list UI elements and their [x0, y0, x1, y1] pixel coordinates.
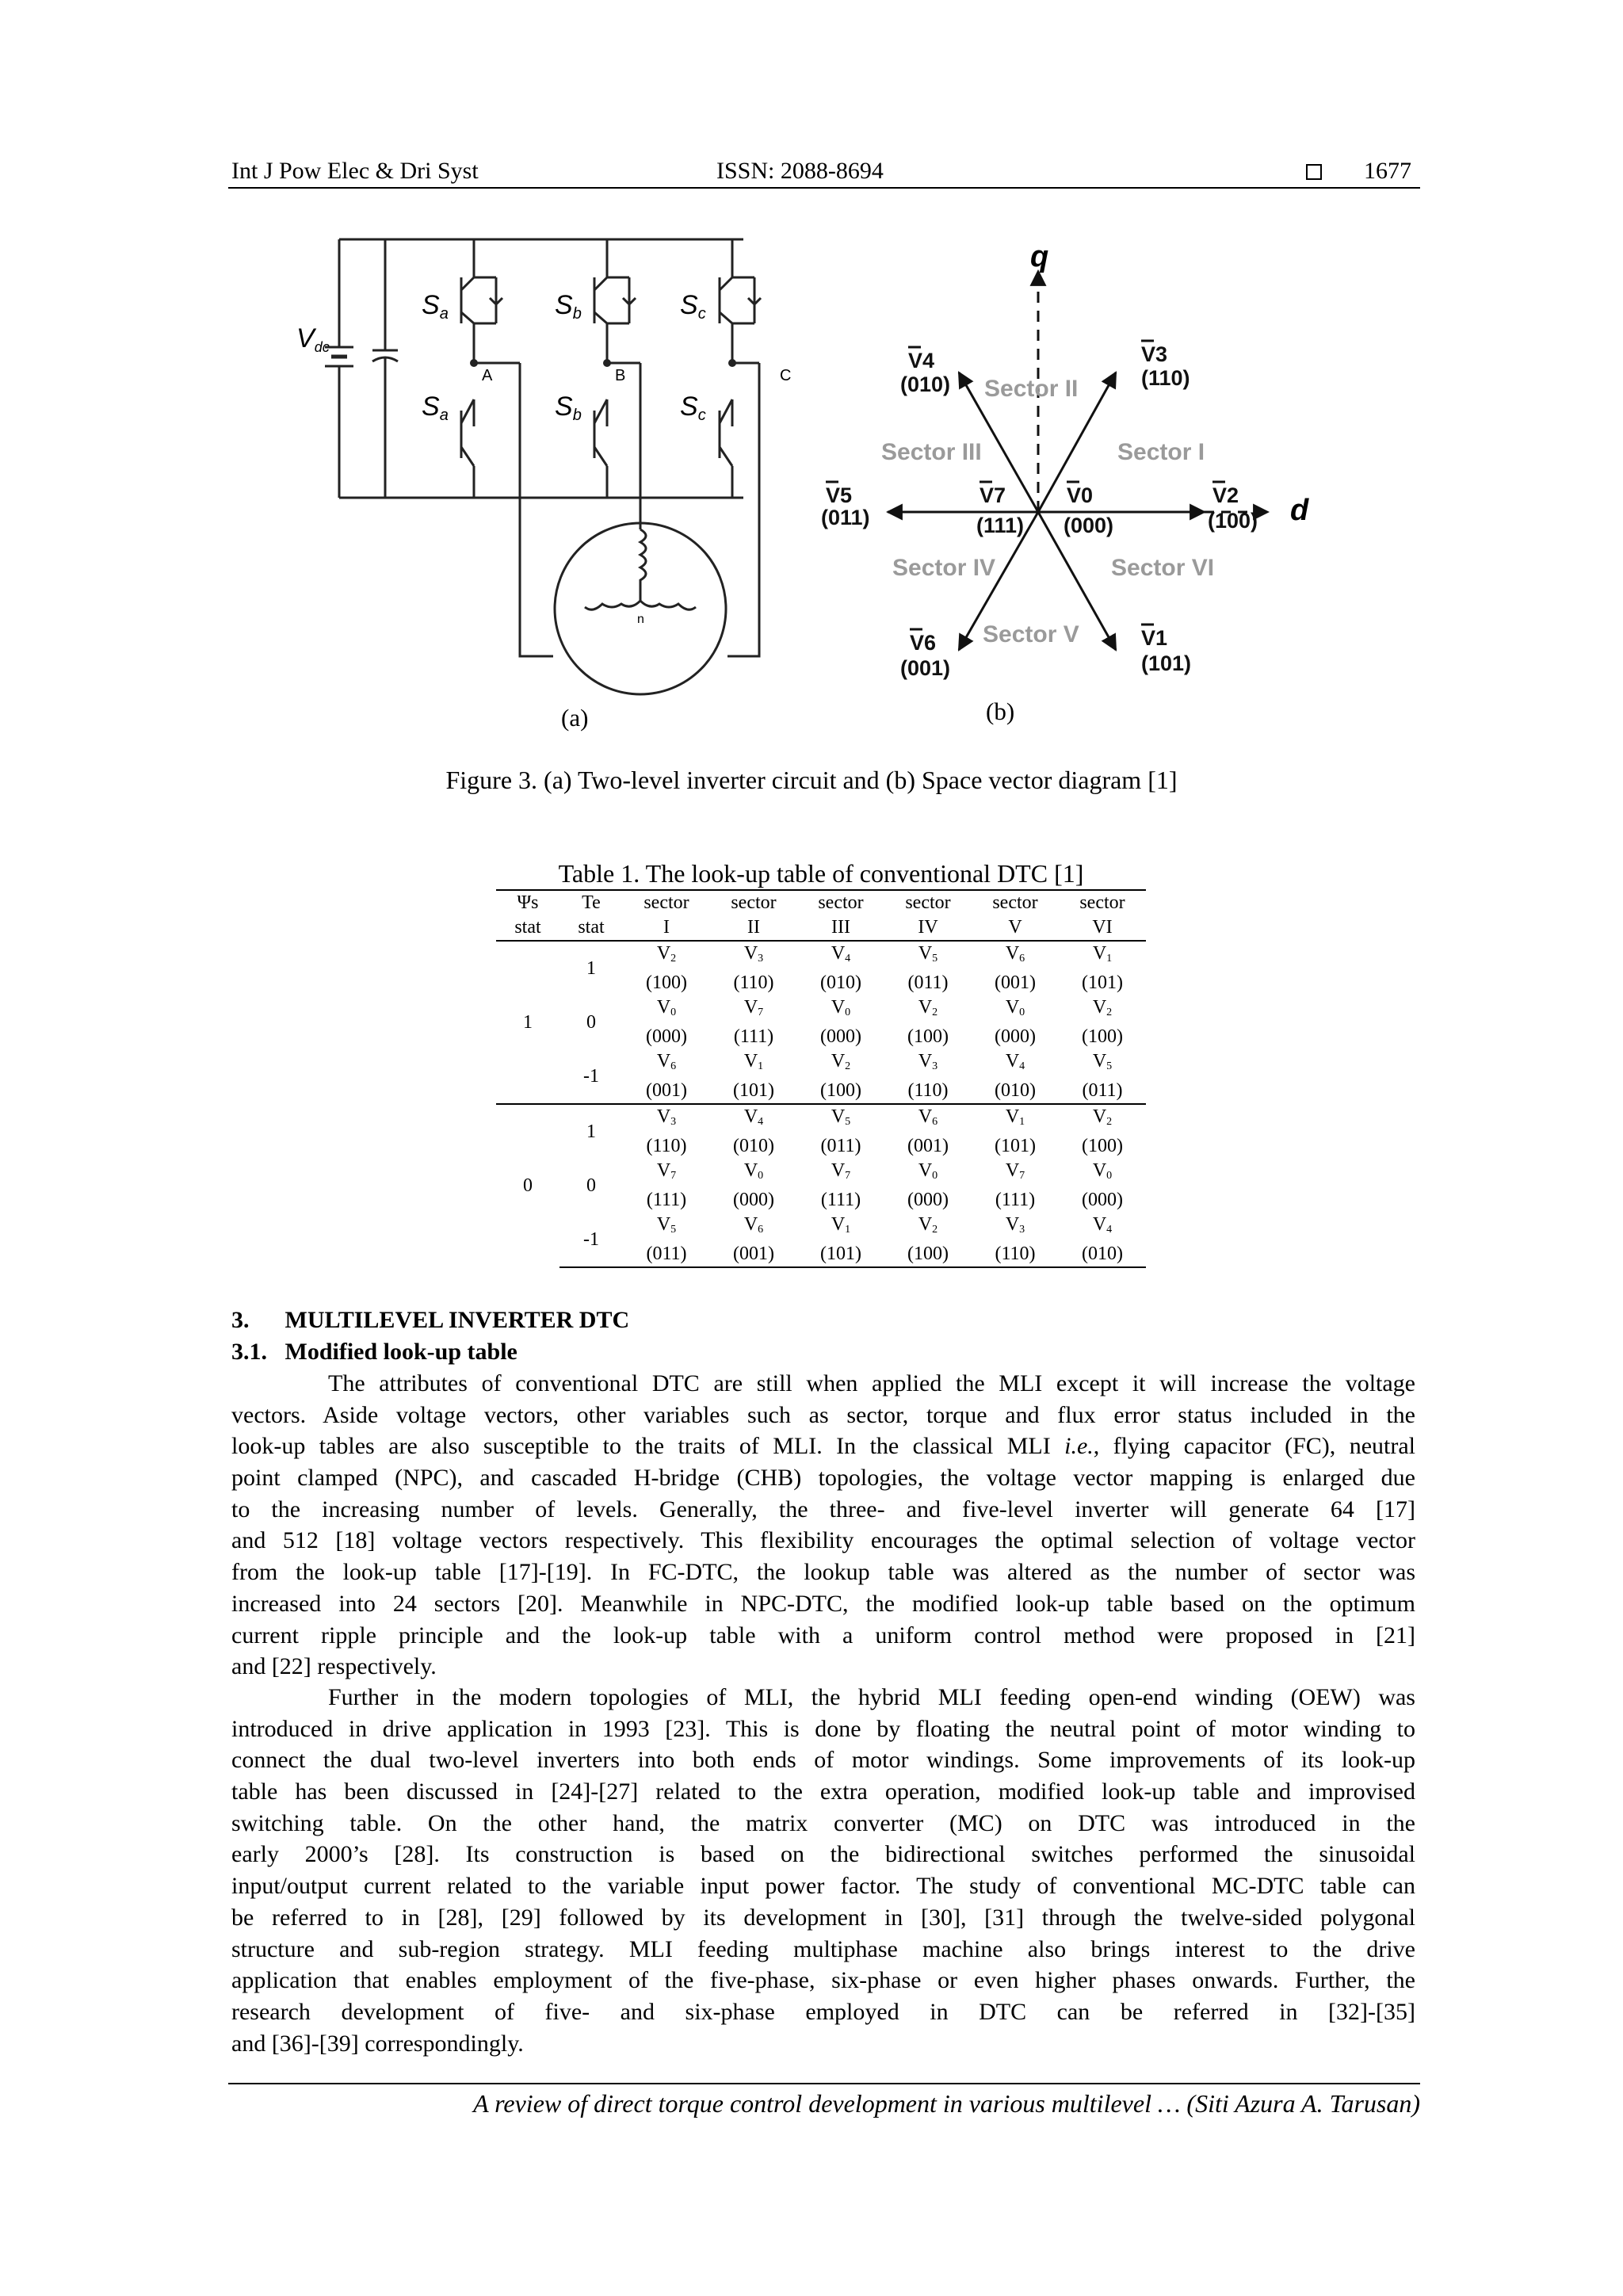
switch-state-code: (010): [820, 972, 861, 993]
vector-symbol: V: [656, 943, 671, 964]
vector-symbol: V: [743, 997, 758, 1018]
vector-index: 7: [1019, 1170, 1025, 1182]
vector-symbol: V: [656, 1051, 671, 1072]
footer-rule: [228, 2083, 1420, 2084]
vector-index: 2: [1106, 1007, 1113, 1018]
switch-state-code: (111): [733, 1026, 774, 1047]
paragraph-line: vectors. Aside voltage vectors, other variables such as sector, torque and flux error status included in the: [231, 1401, 1415, 1428]
table-row: [496, 1159, 1146, 1213]
sector-4-label: Sector IV: [892, 555, 996, 581]
sector-3-label: Sector III: [881, 439, 982, 465]
table-header-cell: sector: [710, 890, 797, 915]
te-status-cell: 0: [586, 1011, 596, 1033]
vector-symbol: V: [1005, 1214, 1020, 1235]
switch-state-code: (000): [1082, 1190, 1123, 1210]
table-header-cell: IV: [884, 915, 972, 941]
vector-index: 1: [758, 1060, 764, 1072]
italic-abbrev: i.e.: [1064, 1433, 1094, 1460]
page-indicator: [1306, 155, 1411, 187]
vector-symbol: V: [1005, 1106, 1020, 1127]
paragraph-line: and [36]-[39] correspondingly.: [231, 2030, 524, 2057]
vector-symbol: V: [656, 1214, 671, 1235]
switch-state-code: (010): [733, 1136, 774, 1156]
voltage-vector-cell: [884, 1213, 972, 1267]
voltage-vector-cell: [1059, 1213, 1146, 1267]
switch-state-code: (100): [907, 1026, 949, 1047]
vector-v5-name: V5: [826, 483, 853, 507]
paragraph-line: input/output current related to the variable input power factor. The study of conventional MC-DTC table can: [231, 1873, 1415, 1900]
switch-state-code: (101): [733, 1080, 774, 1101]
vector-symbol: V: [831, 1214, 846, 1235]
voltage-vector-cell: [623, 941, 710, 995]
voltage-vector-cell: [710, 995, 797, 1049]
space-vector-diagram: [821, 238, 1371, 697]
switch-state-code: (011): [1082, 1080, 1123, 1101]
table-row: [496, 1049, 1146, 1104]
voltage-vector-cell: [1059, 1159, 1146, 1213]
switch-state-code: (111): [995, 1190, 1036, 1210]
vector-index: 0: [758, 1170, 764, 1182]
vector-symbol: V: [656, 1160, 671, 1181]
vector-symbol: V: [1092, 1106, 1107, 1127]
vector-v2-name: V2: [1212, 483, 1239, 507]
switch-state-code: (011): [907, 972, 949, 993]
neutral-label: n: [637, 613, 644, 626]
switch-sb-top: Sb: [555, 290, 582, 323]
switch-state-code: (110): [995, 1244, 1036, 1264]
d-axis-label: d: [1290, 494, 1309, 527]
voltage-vector-cell: [1059, 995, 1146, 1049]
vector-symbol: V: [918, 1214, 933, 1235]
voltage-vector-cell: [1059, 1104, 1146, 1159]
voltage-vector-cell: [623, 1159, 710, 1213]
section-heading: 3. MULTILEVEL INVERTER DTC: [231, 1307, 630, 1333]
voltage-vector-cell: [972, 1159, 1059, 1213]
vector-index: 3: [1019, 1224, 1025, 1236]
table-header-cell: sector: [797, 890, 884, 915]
table-row: [496, 995, 1146, 1049]
table-header-cell: sector: [623, 890, 710, 915]
te-status-cell: -1: [559, 1213, 623, 1267]
switch-state-code: (011): [646, 1244, 687, 1264]
switch-state-code: (000): [995, 1026, 1036, 1047]
vector-symbol: V: [831, 1051, 846, 1072]
switch-state-code: (110): [907, 1080, 949, 1101]
paragraph-line: to the increasing number of levels. Generally, the three- and five-level inverter will generate 64 [17]: [231, 1496, 1415, 1522]
vector-v0-name: V0: [1067, 483, 1094, 507]
table-row: [496, 1213, 1146, 1267]
switch-state-code: (011): [820, 1136, 861, 1156]
switch-state-code: (001): [907, 1136, 949, 1156]
voltage-vector-cell: [884, 1049, 972, 1104]
vector-index: 7: [845, 1170, 851, 1182]
vector-symbol: V: [918, 943, 933, 964]
vector-index: 0: [845, 1007, 851, 1018]
table-header-row: [496, 915, 1146, 941]
table-header-cell: stat: [496, 915, 559, 941]
vector-symbol: V: [656, 997, 671, 1018]
vector-symbol: V: [831, 997, 846, 1018]
vector-symbol: V: [1005, 1051, 1020, 1072]
voltage-vector-cell: [884, 941, 972, 995]
vdc-label: Vdc: [296, 323, 330, 355]
vector-index: 3: [670, 1116, 677, 1128]
vector-symbol: V: [1092, 1160, 1107, 1181]
switch-state-code: (010): [995, 1080, 1036, 1101]
vector-index: 2: [932, 1007, 938, 1018]
vector-index: 5: [1106, 1060, 1113, 1072]
vector-index: 7: [670, 1170, 677, 1182]
footer-citation: A review of direct torque control development in various multilevel … (Siti Azura A. Tarusan): [473, 2089, 1420, 2118]
vector-index: 0: [670, 1007, 677, 1018]
voltage-vector-cell: [972, 1049, 1059, 1104]
figure-caption: Figure 3. (a) Two-level inverter circuit and (b) Space vector diagram [1]: [445, 766, 1178, 794]
vector-symbol: V: [1092, 997, 1107, 1018]
vector-index: 5: [845, 1116, 851, 1128]
vector-symbol: V: [831, 1160, 846, 1181]
psi-status-cell: 1: [496, 941, 559, 1104]
journal-name: Int J Pow Elec & Dri Syst: [231, 158, 479, 184]
vector-symbol: V: [918, 1160, 933, 1181]
vector-index: 0: [1106, 1170, 1113, 1182]
switch-state-code: (001): [646, 1080, 687, 1101]
header-rule: [228, 187, 1420, 189]
node-c-label: C: [780, 367, 792, 384]
te-status-cell: 0: [586, 1175, 596, 1196]
vector-symbol: V: [1005, 997, 1020, 1018]
paragraph-line: The attributes of conventional DTC are still when applied the MLI except it will increase the voltage: [328, 1370, 1415, 1396]
paragraph-line: introduced in drive application in 1993 [23]. This is done by floating the neutral point of motor winding to: [231, 1715, 1415, 1742]
voltage-vector-cell: [1059, 941, 1146, 995]
vector-v5-code: (011): [821, 506, 870, 529]
table-header-cell: Ψs: [496, 890, 559, 915]
switch-state-code: (100): [1082, 1026, 1123, 1047]
switch-sc-top: Sc: [680, 290, 706, 323]
table-group-psi-0: [496, 1104, 1146, 1267]
voltage-vector-cell: [884, 995, 972, 1049]
paragraph-line: be referred to in [28], [29] followed by its development in [30], [31] through the twelve-sided polygonal: [231, 1904, 1415, 1931]
switch-state-code: (000): [733, 1190, 774, 1210]
paragraph-line: increased into 24 sectors [20]. Meanwhile in NPC-DTC, the modified look-up table based on the optimum: [231, 1590, 1415, 1617]
voltage-vector-cell: [797, 1104, 884, 1159]
vector-symbol: V: [1092, 1214, 1107, 1235]
vector-symbol: V: [918, 1051, 933, 1072]
switch-state-code: (001): [733, 1244, 774, 1264]
table-header-cell: sector: [1059, 890, 1146, 915]
vector-index: 4: [1019, 1060, 1025, 1072]
voltage-vector-cell: [797, 1213, 884, 1267]
voltage-vector-cell: [797, 941, 884, 995]
switch-state-code: (010): [1082, 1244, 1123, 1264]
paragraph-line: connect the dual two-level inverters into both ends of motor windings. Some improvements of its look-up: [231, 1747, 1415, 1774]
table-row: [496, 1104, 1146, 1159]
switch-state-code: (111): [646, 1190, 687, 1210]
table-header-cell: V: [972, 915, 1059, 941]
table-header-cell: sector: [884, 890, 972, 915]
table-header-cell: VI: [1059, 915, 1146, 941]
te-status-cell: 1: [586, 1121, 596, 1142]
paragraph-line: look-up tables are also susceptible to the traits of MLI. In the classical MLI i.e., flying capacitor (FC), neutral: [231, 1433, 1415, 1460]
vector-index: 1: [1019, 1116, 1025, 1128]
switch-state-code: (000): [907, 1190, 949, 1210]
paragraph-line: from the look-up table [17]-[19]. In FC-DTC, the lookup table was altered as the number of sector was: [231, 1559, 1415, 1586]
voltage-vector-cell: [797, 1159, 884, 1213]
vector-index: 1: [1106, 953, 1113, 965]
voltage-vector-cell: [623, 1213, 710, 1267]
vector-index: 0: [932, 1170, 938, 1182]
vector-symbol: V: [918, 997, 933, 1018]
lookup-table-container: [496, 889, 1146, 1268]
vector-symbol: V: [743, 1214, 758, 1235]
switch-state-code: (101): [995, 1136, 1036, 1156]
vector-index: 4: [1106, 1224, 1113, 1236]
inverter-circuit-diagram: [296, 228, 823, 696]
te-status-cell: -1: [559, 1049, 623, 1104]
paragraph-1: [231, 1368, 1415, 1683]
vector-index: 2: [1106, 1116, 1113, 1128]
voltage-vector-cell: [972, 1213, 1059, 1267]
vector-symbol: V: [1092, 1051, 1107, 1072]
voltage-vector-cell: [884, 1104, 972, 1159]
switch-sb-bottom: Sb: [555, 392, 582, 424]
vector-index: 0: [1019, 1007, 1025, 1018]
te-status-cell: 1: [586, 957, 596, 979]
vector-symbol: V: [656, 1106, 671, 1127]
sector-1-label: Sector I: [1117, 439, 1205, 465]
lookup-table: [496, 889, 1146, 1268]
vector-v4-name: V4: [908, 349, 935, 372]
vector-index: 4: [758, 1116, 764, 1128]
vector-symbol: V: [831, 1106, 846, 1127]
square-bullet-icon: [1306, 164, 1322, 180]
switch-state-code: (110): [646, 1136, 687, 1156]
vector-symbol: V: [918, 1106, 933, 1127]
switch-sa-bottom: Sa: [422, 392, 449, 424]
sector-5-label: Sector V: [983, 621, 1079, 648]
table-header-cell: II: [710, 915, 797, 941]
vector-index: 7: [758, 1007, 764, 1018]
sector-2-label: Sector II: [984, 376, 1079, 402]
switch-sa-top: Sa: [422, 290, 449, 323]
voltage-vector-cell: [710, 1049, 797, 1104]
vector-v2-code: (100): [1208, 509, 1258, 533]
vector-v0-code: (000): [1064, 514, 1114, 537]
vector-index: 5: [932, 953, 938, 965]
paragraph-line: current ripple principle and the look-up table with a uniform control method were proposed in [21]: [231, 1622, 1415, 1648]
voltage-vector-cell: [797, 1049, 884, 1104]
paragraph-line: research development of five- and six-phase employed in DTC can be referred in [32]-[35]: [231, 1998, 1415, 2025]
figure-label-a: (a): [561, 704, 589, 732]
table-row: [496, 941, 1146, 995]
voltage-vector-cell: [1059, 1049, 1146, 1104]
vector-symbol: V: [743, 1051, 758, 1072]
vector-index: 6: [758, 1224, 764, 1236]
switch-state-code: (110): [733, 972, 774, 993]
paragraph-line: and [22] respectively.: [231, 1653, 437, 1680]
table-header-cell: stat: [559, 915, 623, 941]
vector-v6-code: (001): [900, 656, 951, 680]
voltage-vector-cell: [623, 1049, 710, 1104]
vector-index: 5: [670, 1224, 677, 1236]
vector-symbol: V: [1092, 943, 1107, 964]
voltage-vector-cell: [623, 995, 710, 1049]
voltage-vector-cell: [710, 941, 797, 995]
paragraph-line: and 512 [18] voltage vectors respectively. This flexibility encourages the optimal selection of voltage vector: [231, 1527, 1415, 1554]
switch-state-code: (100): [907, 1244, 949, 1264]
voltage-vector-cell: [797, 995, 884, 1049]
paragraph-2: [231, 1682, 1415, 2059]
node-b-label: B: [615, 367, 626, 384]
vector-index: 2: [932, 1224, 938, 1236]
subsection-heading: 3.1. Modified look-up table: [231, 1339, 517, 1365]
switch-state-code: (100): [1082, 1136, 1123, 1156]
paragraph-line: structure and sub-region strategy. MLI feeding multiphase machine also brings interest to the drive: [231, 1935, 1415, 1962]
issn: ISSN: 2088-8694: [716, 158, 884, 184]
switch-state-code: (000): [646, 1026, 687, 1047]
paragraph-line: Further in the modern topologies of MLI, the hybrid MLI feeding open-end winding (OEW) was: [328, 1684, 1415, 1710]
table-header-cell: I: [623, 915, 710, 941]
switch-sc-bottom: Sc: [680, 392, 706, 424]
vector-v3-code: (110): [1141, 366, 1190, 390]
vector-index: 3: [758, 953, 764, 965]
vector-v6-name: V6: [910, 631, 937, 655]
switch-state-code: (111): [820, 1190, 861, 1210]
vector-index: 6: [1019, 953, 1025, 965]
switch-state-code: (000): [820, 1026, 861, 1047]
paragraph-line: early 2000’s [28]. Its construction is based on the bidirectional switches performed the sinusoidal: [231, 1841, 1415, 1868]
table-header-cell: sector: [972, 890, 1059, 915]
voltage-vector-cell: [710, 1159, 797, 1213]
vector-symbol: V: [1005, 1160, 1020, 1181]
table-title: Table 1. The look-up table of conventional DTC [1]: [558, 859, 1084, 888]
page-number: 1677: [1364, 158, 1411, 184]
switch-state-code: (101): [820, 1244, 861, 1264]
paragraph-line: switching table. On the other hand, the matrix converter (MC) on DTC was introduced in the: [231, 1809, 1415, 1836]
table-header-cell: III: [797, 915, 884, 941]
vector-v4-code: (010): [900, 372, 951, 396]
switch-state-code: (101): [1082, 972, 1123, 993]
vector-index: 2: [845, 1060, 851, 1072]
voltage-vector-cell: [972, 1104, 1059, 1159]
vector-v1-name: V1: [1141, 626, 1168, 650]
vector-symbol: V: [743, 1106, 758, 1127]
vector-symbol: V: [743, 943, 758, 964]
switch-state-code: (001): [995, 972, 1036, 993]
vector-index: 3: [932, 1060, 938, 1072]
voltage-vector-cell: [623, 1104, 710, 1159]
voltage-vector-cell: [710, 1104, 797, 1159]
vector-v7-code: (111): [976, 514, 1025, 537]
vector-v3-name: V3: [1141, 342, 1168, 366]
vector-index: 1: [845, 1224, 851, 1236]
voltage-vector-cell: [884, 1159, 972, 1213]
vector-symbol: V: [743, 1160, 758, 1181]
vector-index: 6: [932, 1116, 938, 1128]
switch-state-code: (100): [820, 1080, 861, 1101]
sector-6-label: Sector VI: [1111, 555, 1215, 581]
voltage-vector-cell: [710, 1213, 797, 1267]
q-axis-label: q: [1030, 240, 1049, 273]
vector-index: 2: [670, 953, 677, 965]
vector-symbol: V: [1005, 943, 1020, 964]
vector-v7-name: V7: [980, 483, 1006, 507]
node-a-label: A: [482, 367, 493, 384]
paragraph-line: application that enables employment of the five-phase, six-phase or even higher phases onwards. Further, the: [231, 1967, 1415, 1994]
figure-label-b: (b): [986, 697, 1015, 725]
vector-index: 4: [845, 953, 851, 965]
vector-index: 6: [670, 1060, 677, 1072]
switch-state-code: (100): [646, 972, 687, 993]
vector-v1-code: (101): [1141, 651, 1192, 675]
vector-symbol: V: [831, 943, 846, 964]
table-header-row: [496, 890, 1146, 915]
paragraph-line: table has been discussed in [24]-[27] related to the extra operation, modified look-up table and improvised: [231, 1778, 1415, 1805]
table-group-psi-1: [496, 941, 1146, 1104]
voltage-vector-cell: [972, 941, 1059, 995]
paragraph-line: point clamped (NPC), and cascaded H-bridge (CHB) topologies, the voltage vector mapping is enlarged due: [231, 1465, 1415, 1492]
voltage-vector-cell: [972, 995, 1059, 1049]
psi-status-cell: 0: [523, 1175, 533, 1196]
table-header-cell: Te: [559, 890, 623, 915]
